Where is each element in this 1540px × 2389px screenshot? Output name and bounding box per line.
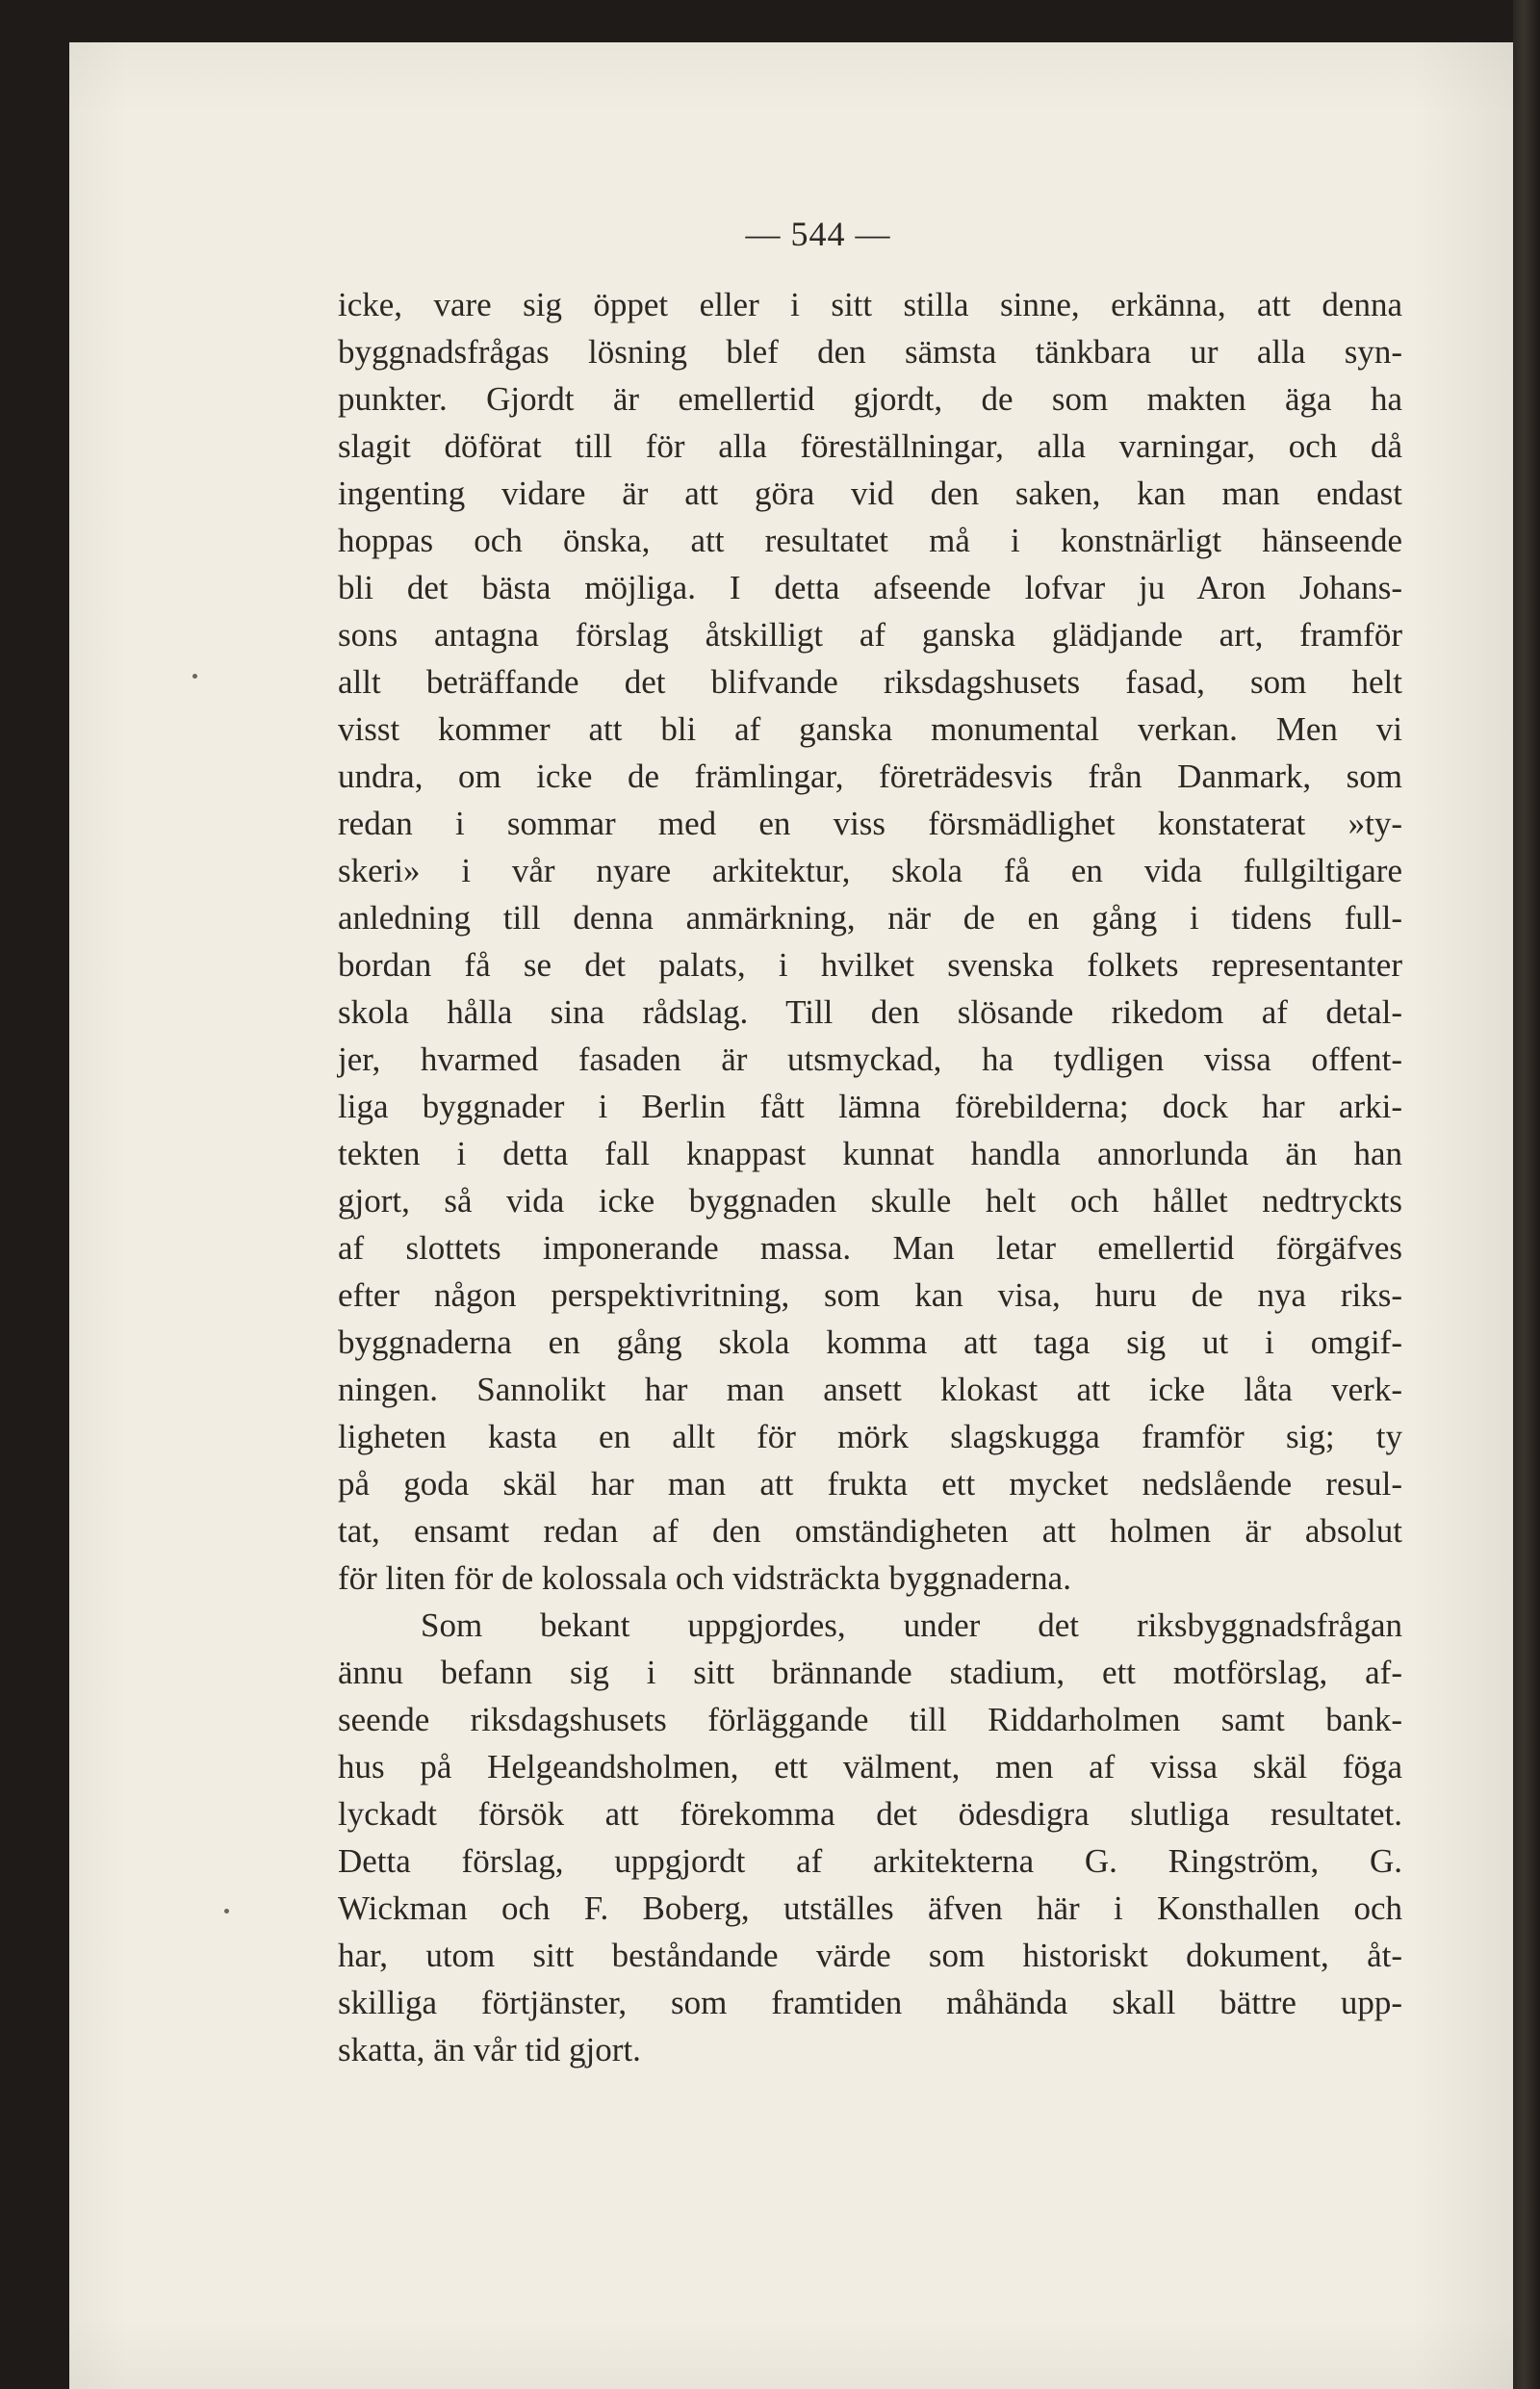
text-line: på goda skäl har man att frukta ett mycket nedslående resul- [338, 1465, 1402, 1503]
text-line: jer, hvarmed fasaden är utsmyckad, ha tydligen vissa offent- [338, 1040, 1402, 1078]
paragraph-1 [338, 281, 1402, 1602]
text-line: icke, vare sig öppet eller i sitt stilla sinne, erkänna, att denna [338, 286, 1402, 323]
text-line: undra, om icke de främlingar, företrädesvis från Danmark, som [338, 758, 1402, 795]
text-line: slagit döförat till för alla föreställningar, alla varningar, och då [338, 427, 1402, 465]
text-line: Wickman och F. Boberg, utställes äfven här i Konsthallen och [338, 1889, 1402, 1927]
print-speck [224, 1909, 229, 1914]
text-line: af slottets imponerande massa. Man letar emellertid förgäfves [338, 1229, 1402, 1267]
text-line: allt beträffande det blifvande riksdagshusets fasad, som helt [338, 663, 1402, 701]
text-line: seende riksdagshusets förläggande till Riddarholmen samt bank- [338, 1701, 1402, 1738]
text-line: efter någon perspektivritning, som kan visa, huru de nya riks- [338, 1276, 1402, 1314]
text-line: redan i sommar med en viss försmädlighet konstaterat »ty- [338, 805, 1402, 842]
paragraph-2 [338, 1602, 1402, 2073]
text-line: ningen. Sannolikt har man ansett klokast att icke låta verk- [338, 1371, 1402, 1408]
text-line: ligheten kasta en allt för mörk slagskugga framför sig; ty [338, 1418, 1402, 1455]
text-line: för liten för de kolossala och vidsträckta byggnaderna. [338, 1559, 1071, 1597]
text-line: har, utom sitt beståndande värde som historiskt dokument, åt- [338, 1937, 1402, 1974]
text-line: ingenting vidare är att göra vid den saken, kan man endast [338, 475, 1402, 512]
text-line: gjort, så vida icke byggnaden skulle helt och hållet nedtryckts [338, 1182, 1402, 1220]
text-line: liga byggnader i Berlin fått lämna förebilderna; dock har arki- [338, 1088, 1402, 1125]
body-text [338, 281, 1402, 2073]
text-line: skilliga förtjänster, som framtiden måhända skall bättre upp- [338, 1984, 1402, 2021]
text-line: ännu befann sig i sitt brännande stadium, ett motförslag, af- [338, 1654, 1402, 1691]
text-line: hus på Helgeandsholmen, ett välment, men af vissa skäl föga [338, 1748, 1402, 1785]
text-line: bordan få se det palats, i hvilket svenska folkets representanter [338, 946, 1402, 984]
text-line: lyckadt försök att förekomma det ödesdigra slutliga resultatet. [338, 1795, 1402, 1833]
text-line: byggnaderna en gång skola komma att taga sig ut i omgif- [338, 1323, 1402, 1361]
text-line: skeri» i vår nyare arkitektur, skola få en vida fullgiltigare [338, 852, 1402, 889]
text-line: visst kommer att bli af ganska monumental verkan. Men vi [338, 710, 1402, 748]
text-line: skola hålla sina rådslag. Till den slösande rikedom af detal- [338, 993, 1402, 1031]
text-line: skatta, än vår tid gjort. [338, 2031, 641, 2068]
print-speck [192, 674, 197, 679]
text-line: punkter. Gjordt är emellertid gjordt, de som makten äga ha [338, 380, 1402, 418]
text-line: Som bekant uppgjordes, under det riksbyggnadsfrågan [421, 1606, 1402, 1644]
text-line: tat, ensamt redan af den omständigheten att holmen är absolut [338, 1512, 1402, 1550]
text-line: Detta förslag, uppgjordt af arkitekterna G. Ringström, G. [338, 1842, 1402, 1880]
text-line: bli det bästa möjliga. I detta afseende lofvar ju Aron Johans- [338, 569, 1402, 606]
text-line: byggnadsfrågas lösning blef den sämsta tänkbara ur alla syn- [338, 333, 1402, 371]
book-edge [1513, 0, 1540, 2389]
page-number: — 544 — [745, 215, 891, 253]
text-line: sons antagna förslag åtskilligt af ganska glädjande art, framför [338, 616, 1402, 654]
text-line: hoppas och önska, att resultatet må i konstnärligt hänseende [338, 522, 1402, 559]
text-line: tekten i detta fall knappast kunnat handla annorlunda än han [338, 1135, 1402, 1172]
text-line: anledning till denna anmärkning, när de en gång i tidens full- [338, 899, 1402, 937]
